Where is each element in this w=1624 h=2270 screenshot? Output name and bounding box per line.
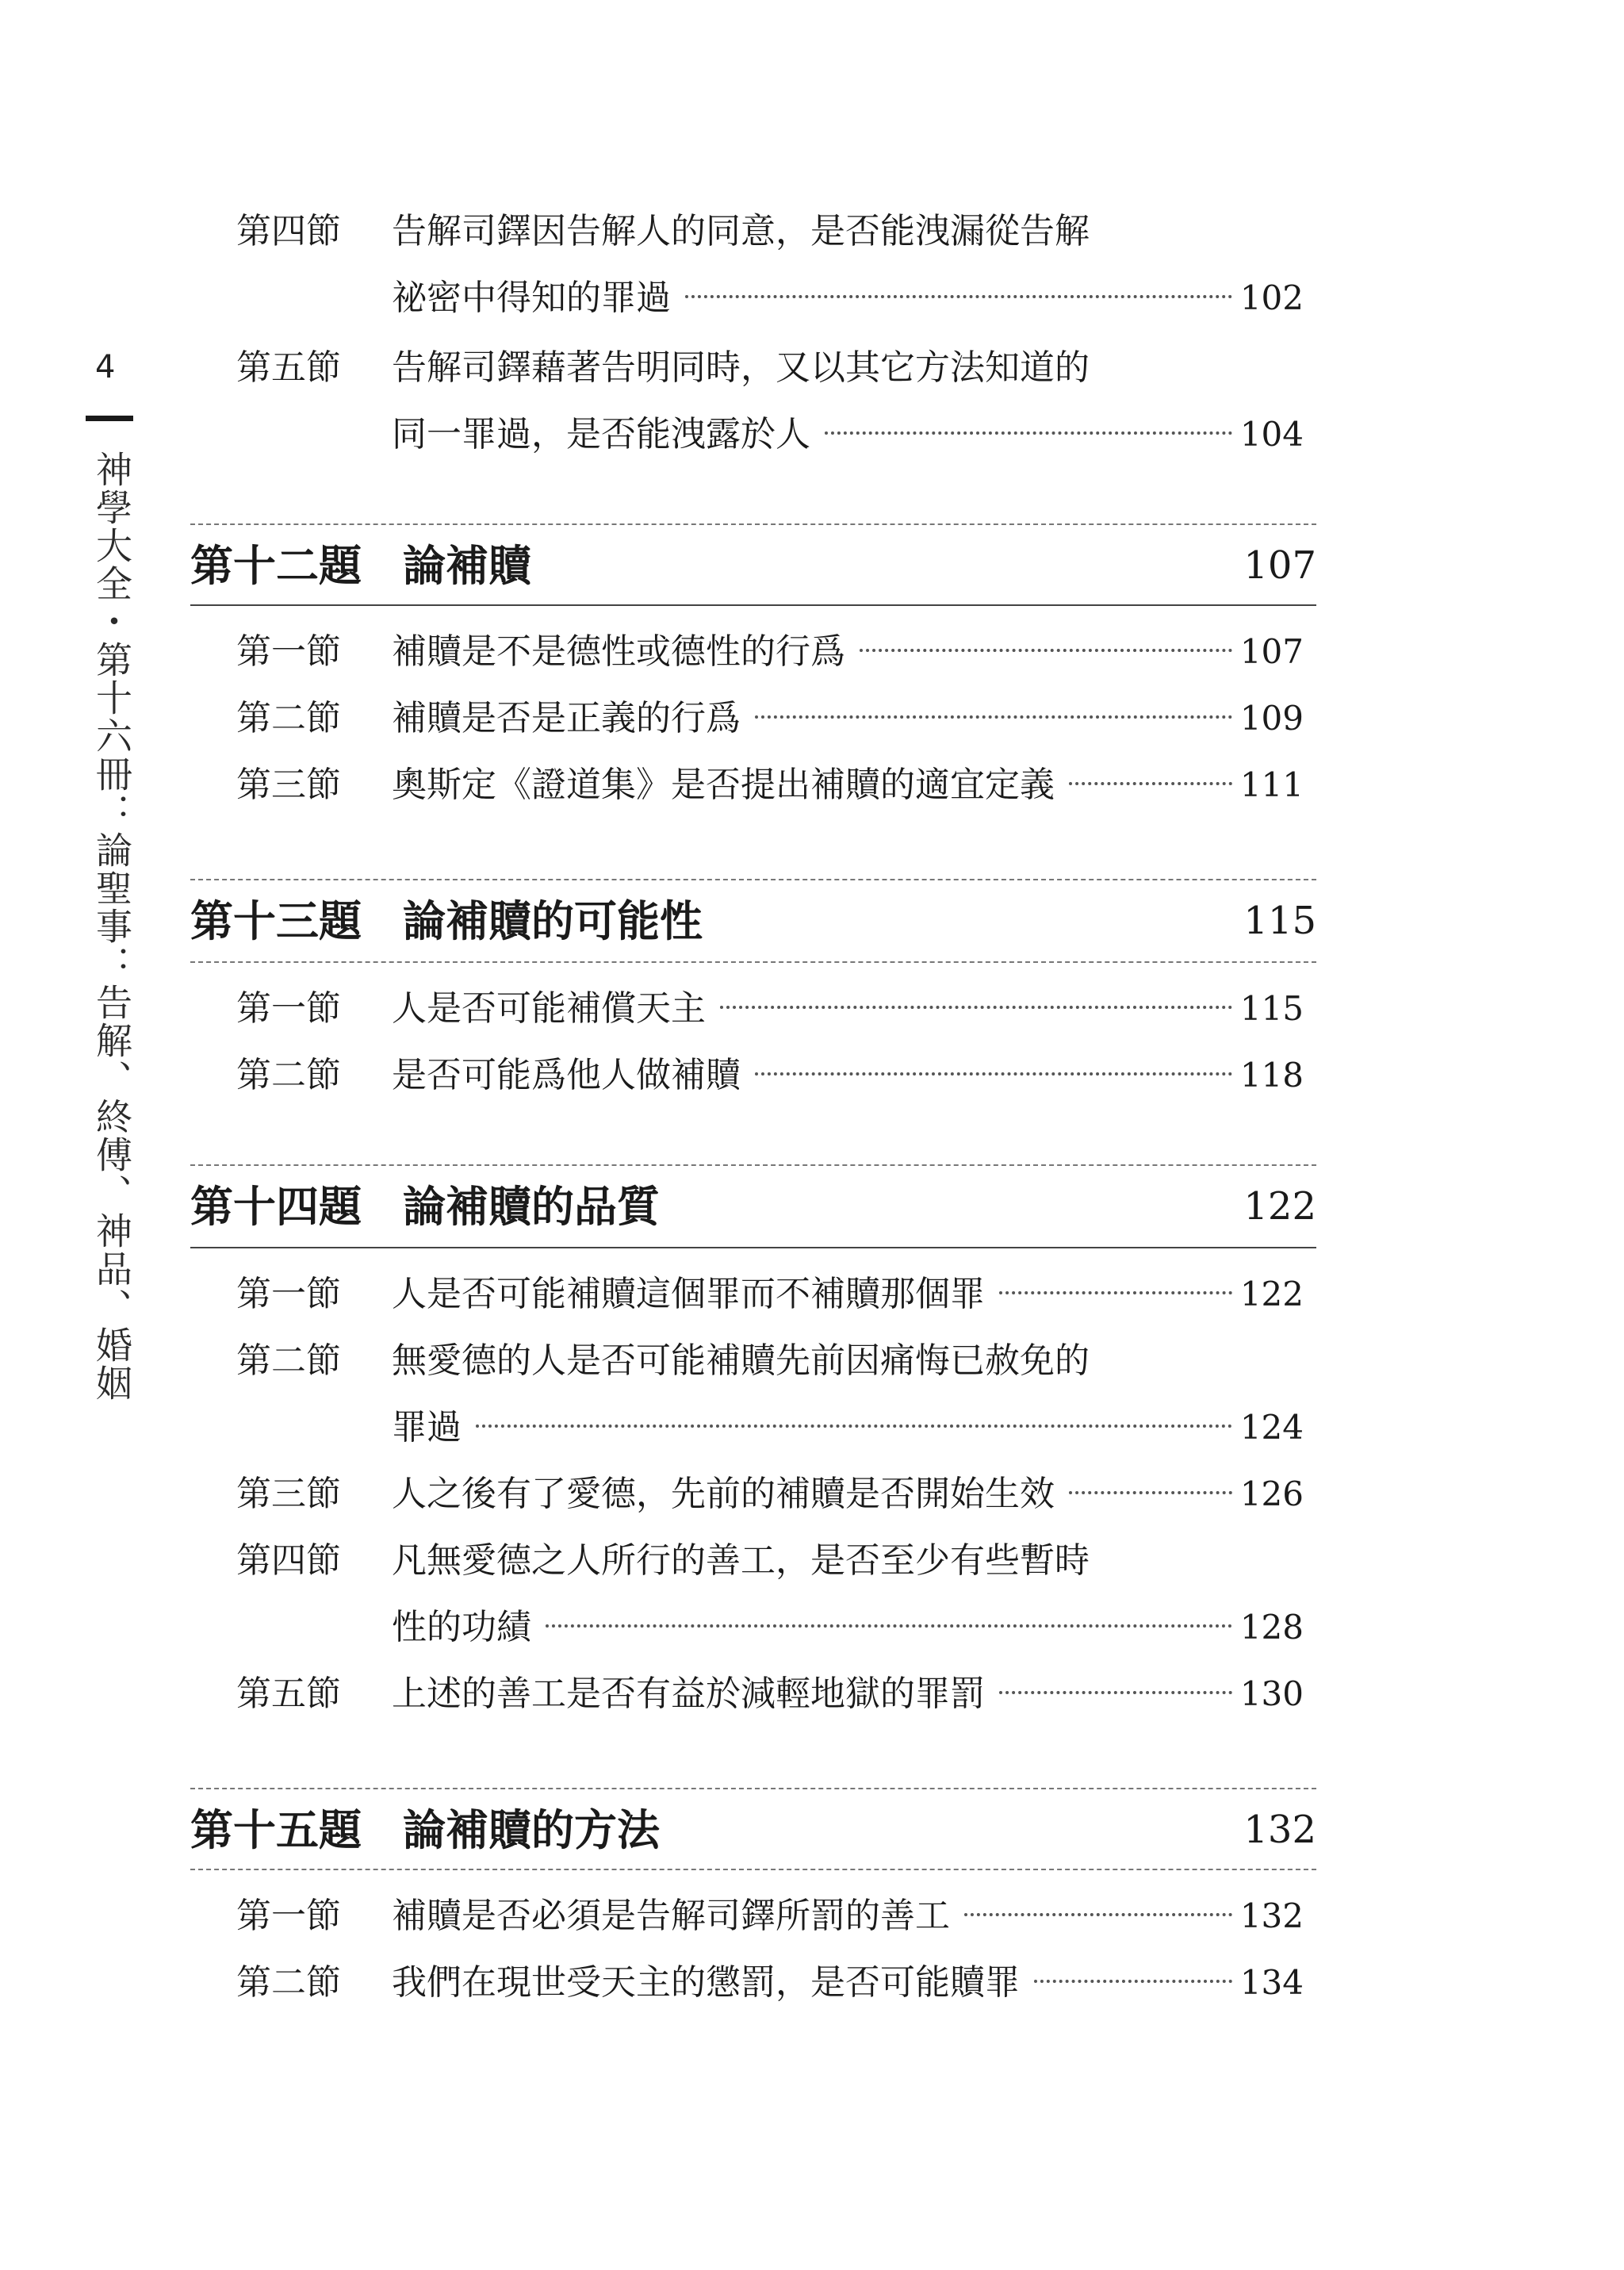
article-page: 132 [1239, 1896, 1304, 1935]
article-label: 第一節 [236, 988, 341, 1029]
running-title: 神學大全・第十六冊：論聖事：告解、終傅、神品、婚姻 [90, 451, 133, 1402]
dot-leader [964, 1913, 1232, 1916]
dot-leader [755, 1072, 1232, 1076]
question-title: 論補贖的可能性 [403, 895, 703, 946]
dot-leader [1069, 782, 1232, 785]
article-page: 109 [1239, 699, 1304, 738]
article-page: 102 [1239, 278, 1304, 317]
article-text: 補贖是否必須是告解司鐸所罰的善工 [392, 1896, 950, 1936]
article-text: 我們在現世受天主的懲罰，是否可能贖罪 [392, 1962, 1020, 2003]
article-text: 凡無愛德之人所行的善工，是否至少有些暫時 [392, 1540, 1090, 1581]
question-heading [190, 1179, 1316, 1234]
section-rule [190, 961, 1316, 963]
article-page: 122 [1239, 1275, 1304, 1313]
article-page: 124 [1239, 1408, 1304, 1447]
table-of-contents [190, 0, 1316, 2270]
question-page: 122 [1243, 1184, 1316, 1229]
article-page: 104 [1239, 415, 1304, 454]
toc-entry [236, 1959, 1304, 2007]
toc-entry [236, 628, 1304, 676]
article-page: 111 [1239, 765, 1304, 804]
question-page: 115 [1243, 899, 1316, 943]
article-label: 第二節 [236, 1340, 341, 1381]
article-text: 告解司鐸因告解人的同意，是否能洩漏從告解 [392, 211, 1090, 251]
dot-leader [1034, 1980, 1232, 1983]
article-page: 118 [1239, 1056, 1304, 1095]
question-label: 第十四題 [190, 1181, 362, 1232]
section-rule [190, 1164, 1316, 1166]
article-label: 第一節 [236, 1274, 341, 1314]
question-label: 第十二題 [190, 540, 362, 591]
question-heading [190, 538, 1316, 593]
article-text: 補贖是否是正義的行爲 [392, 698, 741, 738]
dot-leader [755, 715, 1232, 719]
article-label: 第四節 [236, 211, 341, 251]
dot-leader [999, 1291, 1232, 1294]
article-text-continued: 同一罪過，是否能洩露於人 [392, 414, 810, 454]
question-page: 107 [1243, 543, 1316, 588]
dot-leader [999, 1691, 1232, 1694]
article-page: 115 [1239, 989, 1304, 1028]
dot-leader [1069, 1491, 1232, 1494]
article-text: 上述的善工是否有益於減輕地獄的罪罰 [392, 1674, 985, 1714]
article-text: 奧斯定《證道集》是否提出補贖的適宜定義 [392, 765, 1055, 805]
section-rule [190, 604, 1316, 606]
article-text: 是否可能爲他人做補贖 [392, 1055, 741, 1095]
section-rule [190, 879, 1316, 880]
toc-entry [236, 1892, 1304, 1940]
page-number: 4 [95, 349, 116, 385]
article-label: 第一節 [236, 1896, 341, 1936]
article-label: 第五節 [236, 1674, 341, 1714]
dot-leader [476, 1425, 1232, 1428]
article-page: 134 [1239, 1963, 1304, 2002]
margin-bar [86, 416, 133, 421]
section-rule [190, 1788, 1316, 1789]
article-text-continued: 性的功績 [392, 1607, 531, 1647]
article-label: 第二節 [236, 1055, 341, 1095]
article-page: 128 [1239, 1608, 1304, 1647]
article-page: 130 [1239, 1674, 1304, 1713]
article-label: 第二節 [236, 698, 341, 738]
toc-entry [236, 1271, 1304, 1318]
dot-leader [720, 1006, 1232, 1009]
toc-entry [236, 1471, 1304, 1518]
article-text: 人是否可能補贖這個罪而不補贖那個罪 [392, 1274, 985, 1314]
question-title: 論補贖的品質 [403, 1181, 660, 1232]
article-text: 人之後有了愛德，先前的補贖是否開始生效 [392, 1474, 1055, 1514]
question-page: 132 [1243, 1808, 1316, 1852]
article-text: 人是否可能補償天主 [392, 988, 706, 1029]
article-label: 第四節 [236, 1540, 341, 1581]
dot-leader [860, 649, 1232, 652]
article-text-continued: 罪過 [392, 1407, 462, 1448]
article-text-continued: 祕密中得知的罪過 [392, 278, 671, 318]
toc-entry [236, 1052, 1304, 1099]
question-title: 論補贖 [403, 540, 531, 591]
toc-entry [236, 695, 1304, 742]
question-heading [190, 1802, 1316, 1858]
toc-entry [236, 761, 1304, 809]
toc-entry [236, 1670, 1304, 1718]
dot-leader [685, 295, 1232, 298]
article-page: 107 [1239, 632, 1304, 671]
section-rule [190, 523, 1316, 525]
question-label: 第十五題 [190, 1804, 362, 1855]
article-label: 第三節 [236, 765, 341, 805]
article-label: 第五節 [236, 347, 341, 388]
article-label: 第二節 [236, 1962, 341, 2003]
article-label: 第三節 [236, 1474, 341, 1514]
dot-leader [825, 431, 1232, 435]
toc-entry [236, 985, 1304, 1033]
article-page: 126 [1239, 1474, 1304, 1513]
dot-leader [546, 1624, 1232, 1628]
article-label: 第一節 [236, 631, 341, 672]
question-title: 論補贖的方法 [403, 1804, 660, 1855]
article-text: 無愛德的人是否可能補贖先前因痛悔已赦免的 [392, 1340, 1090, 1381]
question-label: 第十三題 [190, 895, 362, 946]
section-rule [190, 1247, 1316, 1248]
article-text: 告解司鐸藉著告明同時，又以其它方法知道的 [392, 347, 1090, 388]
section-rule [190, 1869, 1316, 1870]
question-heading [190, 893, 1316, 949]
article-text: 補贖是不是德性或德性的行爲 [392, 631, 845, 672]
